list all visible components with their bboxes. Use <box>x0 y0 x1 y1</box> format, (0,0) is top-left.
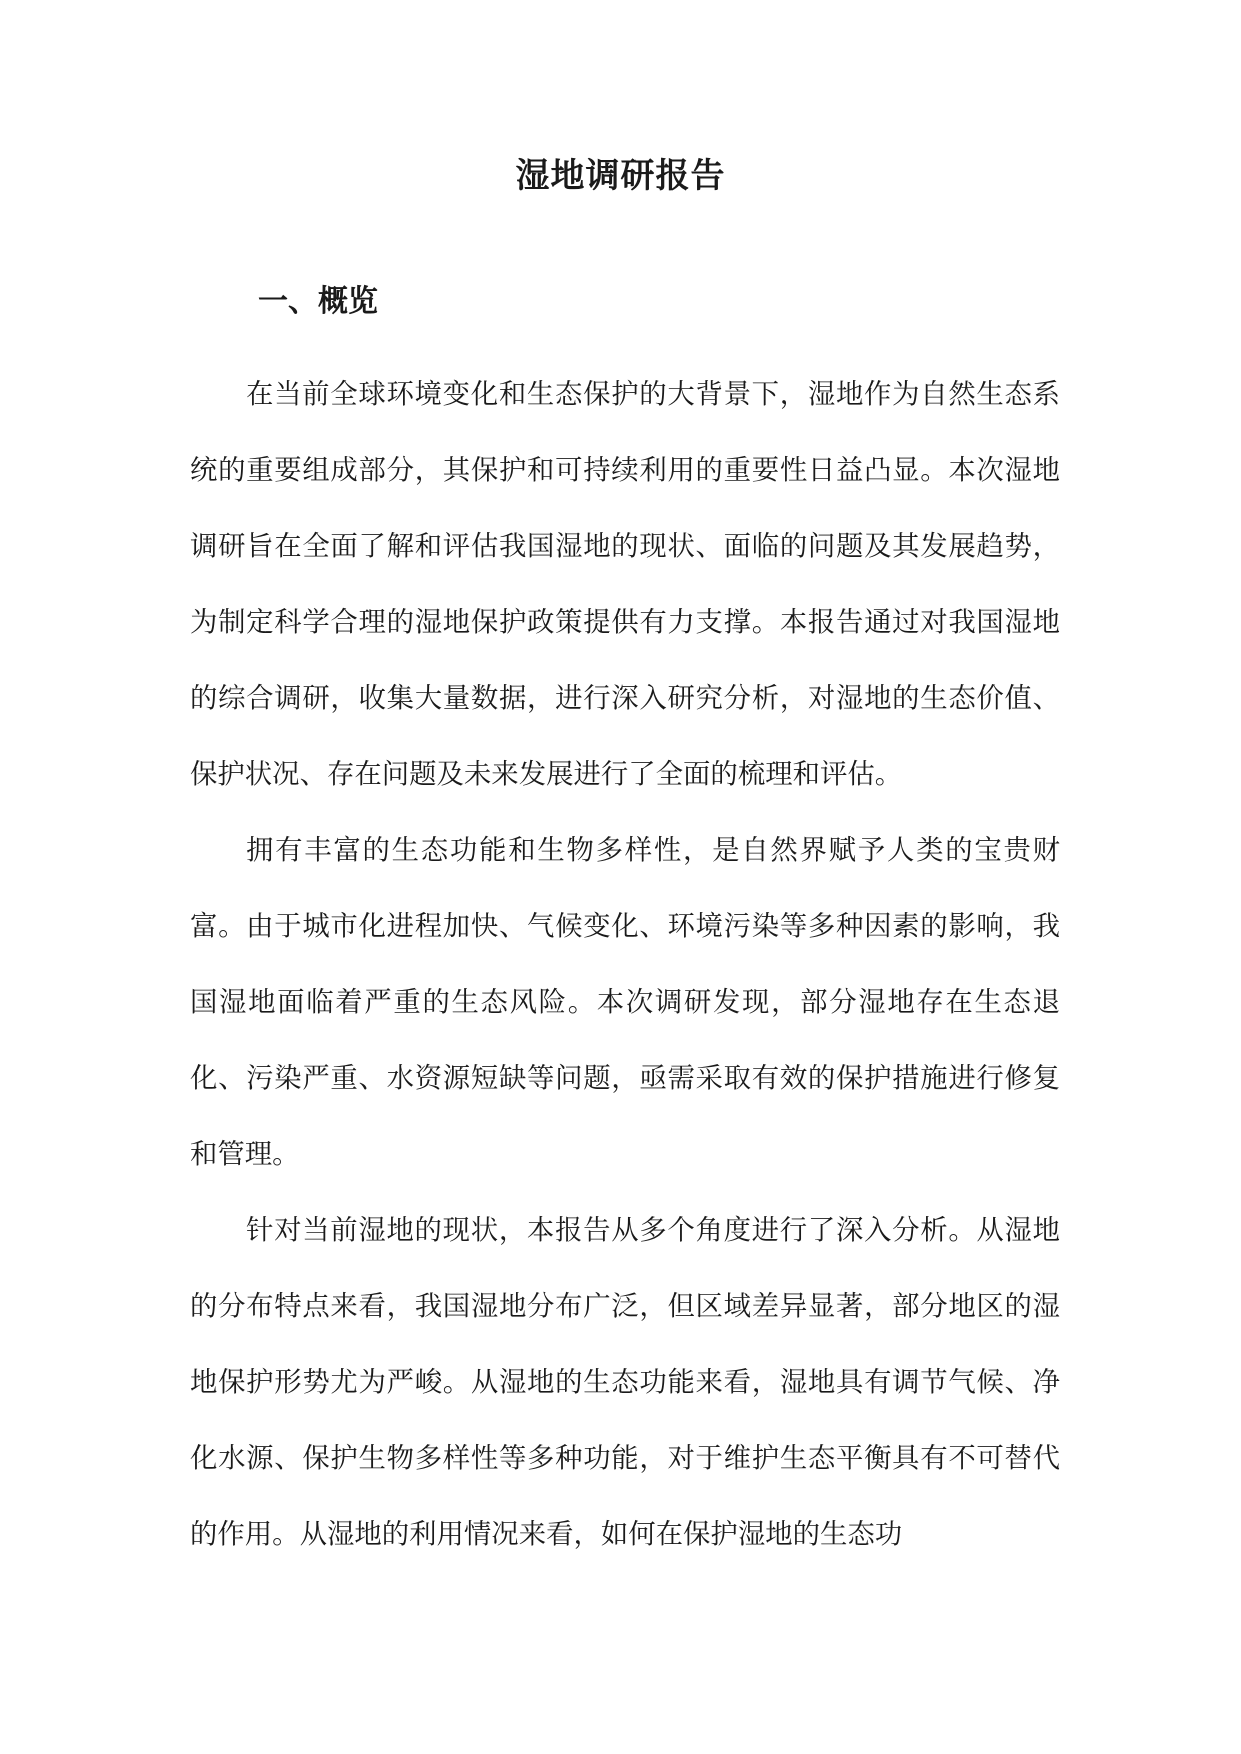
body-paragraph-2: 拥有丰富的生态功能和生物多样性，是自然界赋予人类的宝贵财富。由于城市化进程加快、气候变化、环境污染等多种因素的影响，我国湿地面临着严重的生态风险。本次调研发现，部分湿地存在生态退化、污染严重、水资源短缺等问题，亟需采取有效的保护措施进行修复和管理。 <box>190 835 1060 1170</box>
body-paragraph-3: 针对当前湿地的现状，本报告从多个角度进行了深入分析。从湿地的分布特点来看，我国湿地分布广泛，但区域差异显著，部分地区的湿地保护形势尤为严峻。从湿地的生态功能来看，湿地具有调节气候、净化水源、保护生物多样性等多种功能，对于维护生态平衡具有不可替代的作用。从湿地的利用情况来看，如何在保护湿地的生态功 <box>190 1215 1060 1550</box>
body-paragraph-1: 在当前全球环境变化和生态保护的大背景下，湿地作为自然生态系统的重要组成部分，其保护和可持续利用的重要性日益凸显。本次湿地调研旨在全面了解和评估我国湿地的现状、面临的问题及其发展趋势，为制定科学合理的湿地保护政策提供有力支撑。本报告通过对我国湿地的综合调研，收集大量数据，进行深入研究分析，对湿地的生态价值、保护状况、存在问题及未来发展进行了全面的梳理和评估。 <box>190 379 1060 790</box>
section-heading-overview: 一、概览 <box>258 284 378 319</box>
document-title: 湿地调研报告 <box>515 156 726 196</box>
